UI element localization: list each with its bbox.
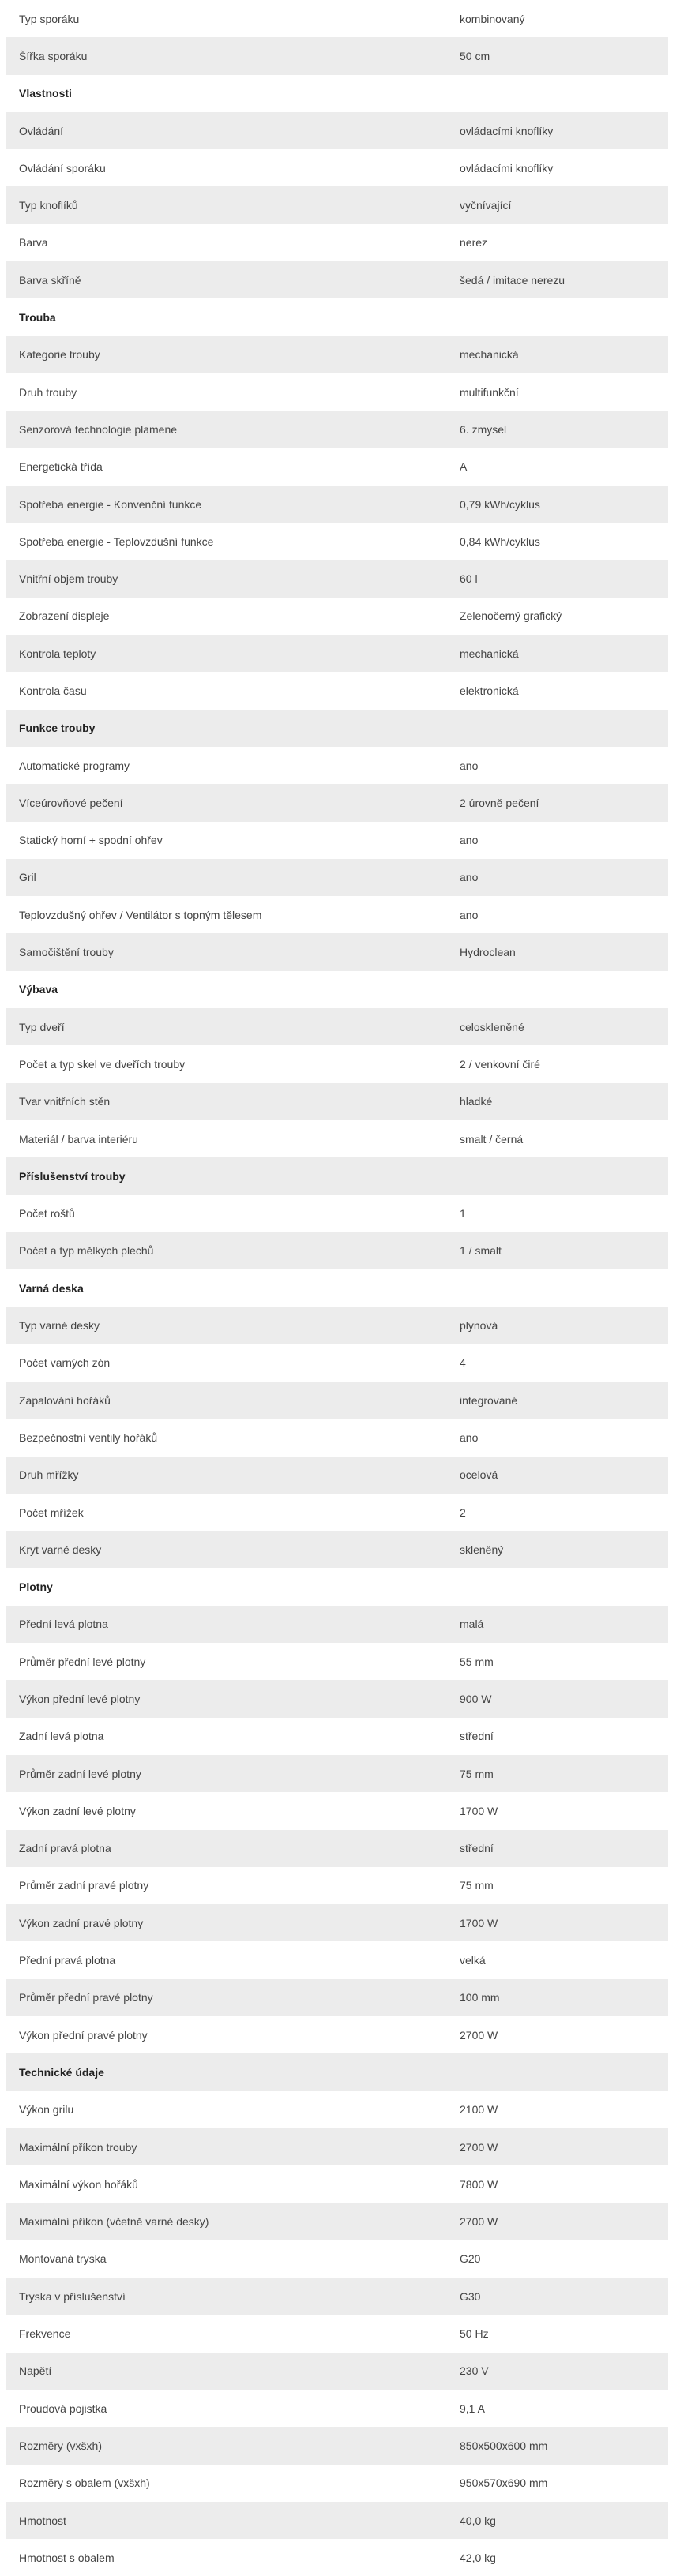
section-title: Vlastnosti (19, 87, 72, 100)
spec-label: Automatické programy (19, 759, 130, 772)
spec-row (6, 486, 668, 523)
spec-label: Materiál / barva interiéru (19, 1132, 138, 1146)
spec-row (6, 672, 668, 709)
spec-value: 75 mm (460, 1767, 494, 1780)
spec-row (6, 1382, 668, 1419)
spec-value: mechanická (460, 348, 519, 362)
spec-value: kombinovaný (460, 12, 525, 25)
spec-row (6, 784, 668, 821)
spec-value: malá (460, 1618, 484, 1631)
spec-value: mechanická (460, 647, 519, 660)
spec-label: Maximální příkon (včetně varné desky) (19, 2215, 209, 2229)
spec-row (6, 2315, 668, 2352)
spec-value: 1 (460, 1207, 466, 1221)
spec-label: Průměr přední levé plotny (19, 1655, 146, 1668)
spec-label: Počet varných zón (19, 1356, 111, 1370)
spec-value: 2700 W (460, 2028, 498, 2042)
spec-label: Napětí (19, 2364, 52, 2378)
spec-label: Počet mřížek (19, 1505, 84, 1519)
spec-value: 0,84 kWh/cyklus (460, 534, 540, 548)
spec-value: Zelenočerný grafický (460, 609, 562, 623)
spec-label: Zapalování hořáků (19, 1393, 111, 1407)
spec-row (6, 1606, 668, 1643)
spec-value: celoskleněné (460, 1020, 524, 1033)
spec-row (6, 2539, 668, 2576)
spec-label: Senzorová technologie plamene (19, 422, 178, 436)
spec-row (6, 1643, 668, 1680)
spec-value: střední (460, 1842, 494, 1855)
spec-label: Výkon přední levé plotny (19, 1693, 141, 1705)
spec-value: A (460, 460, 468, 474)
spec-label: Výkon zadní pravé plotny (19, 1916, 144, 1929)
spec-row (6, 1867, 668, 1904)
spec-value: 1700 W (460, 1804, 498, 1817)
spec-label: Proudová pojistka (19, 2402, 107, 2415)
spec-label: Přední levá plotna (19, 1618, 108, 1631)
spec-value: ovládacími knoflíky (460, 161, 554, 174)
spec-label: Typ dveří (19, 1020, 65, 1033)
spec-label: Kontrola teploty (19, 647, 96, 660)
spec-value: ano (460, 759, 479, 772)
spec-row (6, 2240, 668, 2278)
spec-row (6, 261, 668, 298)
spec-value: ano (460, 1430, 479, 1444)
spec-value: 1 / smalt (460, 1244, 502, 1258)
spec-label: Zobrazení displeje (19, 609, 110, 623)
spec-row (6, 224, 668, 261)
section-heading (6, 1269, 668, 1307)
spec-value: 75 mm (460, 1879, 494, 1892)
spec-value: G30 (460, 2289, 481, 2303)
spec-value: elektronická (460, 684, 519, 697)
spec-row (6, 1045, 668, 1082)
spec-row (6, 373, 668, 411)
spec-value: plynová (460, 1319, 498, 1333)
spec-value: 6. zmysel (460, 422, 507, 436)
spec-label: Teplovzdušný ohřev / Ventilátor s topným tělesem (19, 908, 262, 921)
spec-label: Druh trouby (19, 385, 77, 399)
section-title: Příslušenství trouby (19, 1169, 126, 1183)
spec-row (6, 448, 668, 486)
spec-value: hladké (460, 1095, 493, 1108)
spec-value: ocelová (460, 1468, 498, 1482)
section-heading (6, 971, 668, 1008)
spec-row (6, 2390, 668, 2427)
spec-row (6, 598, 668, 635)
spec-value: 2 (460, 1505, 466, 1519)
spec-row (6, 896, 668, 933)
spec-value: 230 V (460, 2364, 489, 2378)
section-heading (6, 298, 668, 336)
spec-value: 2 úrovně pečení (460, 796, 539, 809)
spec-row (6, 1792, 668, 1829)
spec-value: střední (460, 1730, 494, 1743)
spec-label: Typ sporáku (19, 12, 80, 25)
section-heading (6, 1157, 668, 1194)
spec-row (6, 2278, 668, 2315)
spec-row (6, 411, 668, 448)
spec-label: Energetická třída (19, 460, 103, 474)
spec-value: 9,1 A (460, 2402, 485, 2415)
spec-row (6, 186, 668, 223)
section-heading (6, 75, 668, 112)
spec-label: Zadní levá plotna (19, 1730, 104, 1743)
spec-value: 42,0 kg (460, 2551, 496, 2564)
spec-value: velká (460, 1954, 486, 1967)
spec-label: Rozměry s obalem (vxšxh) (19, 2477, 150, 2490)
spec-row (6, 2091, 668, 2128)
spec-value: 0,79 kWh/cyklus (460, 497, 540, 511)
section-heading (6, 2053, 668, 2090)
spec-row (6, 1494, 668, 1531)
spec-label: Frekvence (19, 2327, 71, 2341)
spec-row (6, 336, 668, 373)
spec-row (6, 149, 668, 186)
spec-label: Maximální příkon trouby (19, 2140, 137, 2154)
section-title: Technické údaje (19, 2065, 104, 2079)
spec-label: Zadní pravá plotna (19, 1842, 111, 1855)
spec-label: Průměr zadní pravé plotny (19, 1879, 149, 1892)
spec-label: Víceúrovňové pečení (19, 796, 123, 809)
spec-label: Hmotnost s obalem (19, 2551, 115, 2564)
spec-label: Průměr přední pravé plotny (19, 1991, 153, 2004)
spec-row (6, 635, 668, 672)
spec-row (6, 1344, 668, 1382)
spec-row (6, 1718, 668, 1755)
spec-label: Barva skříně (19, 273, 81, 287)
spec-label: Gril (19, 871, 36, 884)
spec-value: 900 W (460, 1693, 492, 1705)
spec-row (6, 1419, 668, 1456)
spec-row (6, 1904, 668, 1941)
spec-row (6, 2165, 668, 2203)
spec-value: 2700 W (460, 2140, 498, 2154)
spec-value: 55 mm (460, 1655, 494, 1668)
spec-row (6, 1755, 668, 1792)
spec-value: skleněný (460, 1543, 504, 1556)
spec-value: 2 / venkovní čiré (460, 1057, 540, 1071)
spec-value: 850x500x600 mm (460, 2439, 548, 2452)
section-title: Plotny (19, 1580, 53, 1594)
spec-row (6, 1680, 668, 1717)
spec-row (6, 2502, 668, 2539)
spec-row (6, 747, 668, 784)
spec-label: Tryska v příslušenství (19, 2289, 126, 2303)
spec-value: Hydroclean (460, 946, 516, 959)
spec-value: 7800 W (460, 2177, 498, 2191)
spec-value: ano (460, 908, 479, 921)
spec-label: Výkon zadní levé plotny (19, 1804, 136, 1817)
spec-label: Kategorie trouby (19, 348, 100, 362)
spec-label: Druh mřížky (19, 1468, 79, 1482)
spec-value: integrované (460, 1393, 518, 1407)
spec-value: 2100 W (460, 2103, 498, 2117)
spec-value: ovládacími knoflíky (460, 124, 554, 137)
spec-row (6, 2016, 668, 2053)
spec-value: 40,0 kg (460, 2514, 496, 2527)
spec-value: 1700 W (460, 1916, 498, 1929)
spec-label: Kryt varné desky (19, 1543, 102, 1556)
spec-label: Počet a typ mělkých plechů (19, 1244, 154, 1258)
spec-label: Výkon grilu (19, 2103, 74, 2117)
spec-value: 950x570x690 mm (460, 2477, 548, 2490)
spec-label: Typ varné desky (19, 1319, 100, 1333)
spec-row (6, 933, 668, 970)
spec-row (6, 1830, 668, 1867)
spec-row (6, 1979, 668, 2016)
spec-row (6, 1307, 668, 1344)
spec-label: Spotřeba energie - Teplovzdušní funkce (19, 534, 214, 548)
spec-row (6, 2427, 668, 2464)
spec-row (6, 0, 668, 37)
spec-value: G20 (460, 2252, 481, 2266)
spec-row (6, 1531, 668, 1568)
spec-label: Barva (19, 236, 48, 249)
spec-label: Montovaná tryska (19, 2252, 107, 2266)
spec-value: 100 mm (460, 1991, 500, 2004)
spec-label: Bezpečnostní ventily hořáků (19, 1430, 158, 1444)
spec-row (6, 1008, 668, 1045)
spec-row (6, 2128, 668, 2165)
section-title: Funkce trouby (19, 722, 96, 735)
spec-row (6, 2353, 668, 2390)
spec-row (6, 1083, 668, 1120)
spec-label: Počet roštů (19, 1207, 75, 1221)
spec-value: 2700 W (460, 2215, 498, 2229)
spec-row (6, 1941, 668, 1978)
spec-row (6, 2465, 668, 2502)
spec-label: Přední pravá plotna (19, 1954, 116, 1967)
section-title: Varná deska (19, 1281, 84, 1295)
spec-row (6, 560, 668, 597)
spec-label: Maximální výkon hořáků (19, 2177, 138, 2191)
spec-row (6, 37, 668, 74)
spec-value: multifunkční (460, 385, 519, 399)
section-title: Výbava (19, 983, 58, 996)
spec-label: Samočištění trouby (19, 946, 114, 959)
spec-value: 50 Hz (460, 2327, 489, 2341)
spec-row (6, 2203, 668, 2240)
spec-label: Vnitřní objem trouby (19, 572, 118, 586)
spec-row (6, 523, 668, 560)
spec-label: Hmotnost (19, 2514, 66, 2527)
spec-value: vyčnívající (460, 199, 512, 212)
spec-label: Spotřeba energie - Konvenční funkce (19, 497, 202, 511)
spec-value: smalt / černá (460, 1132, 524, 1146)
spec-label: Ovládání sporáku (19, 161, 106, 174)
spec-value: nerez (460, 236, 488, 249)
spec-label: Kontrola času (19, 684, 87, 697)
spec-label: Šířka sporáku (19, 49, 88, 62)
spec-row (6, 112, 668, 149)
spec-value: šedá / imitace nerezu (460, 273, 565, 287)
spec-value: ano (460, 834, 479, 847)
spec-row (6, 1195, 668, 1232)
spec-label: Tvar vnitřních stěn (19, 1095, 111, 1108)
spec-label: Ovládání (19, 124, 64, 137)
spec-label: Statický horní + spodní ohřev (19, 834, 163, 847)
spec-value: 4 (460, 1356, 466, 1370)
spec-row (6, 1232, 668, 1269)
spec-label: Počet a typ skel ve dveřích trouby (19, 1057, 186, 1071)
spec-value: ano (460, 871, 479, 884)
spec-label: Rozměry (vxšxh) (19, 2439, 103, 2452)
spec-row (6, 1120, 668, 1157)
section-title: Trouba (19, 311, 56, 324)
spec-value: 60 l (460, 572, 478, 586)
section-heading (6, 1568, 668, 1605)
spec-label: Průměr zadní levé plotny (19, 1767, 141, 1780)
section-heading (6, 710, 668, 747)
spec-row (6, 822, 668, 859)
spec-row (6, 859, 668, 896)
spec-label: Výkon přední pravé plotny (19, 2028, 148, 2042)
spec-value: 50 cm (460, 49, 490, 62)
spec-row (6, 1457, 668, 1494)
spec-label: Typ knoflíků (19, 199, 78, 212)
